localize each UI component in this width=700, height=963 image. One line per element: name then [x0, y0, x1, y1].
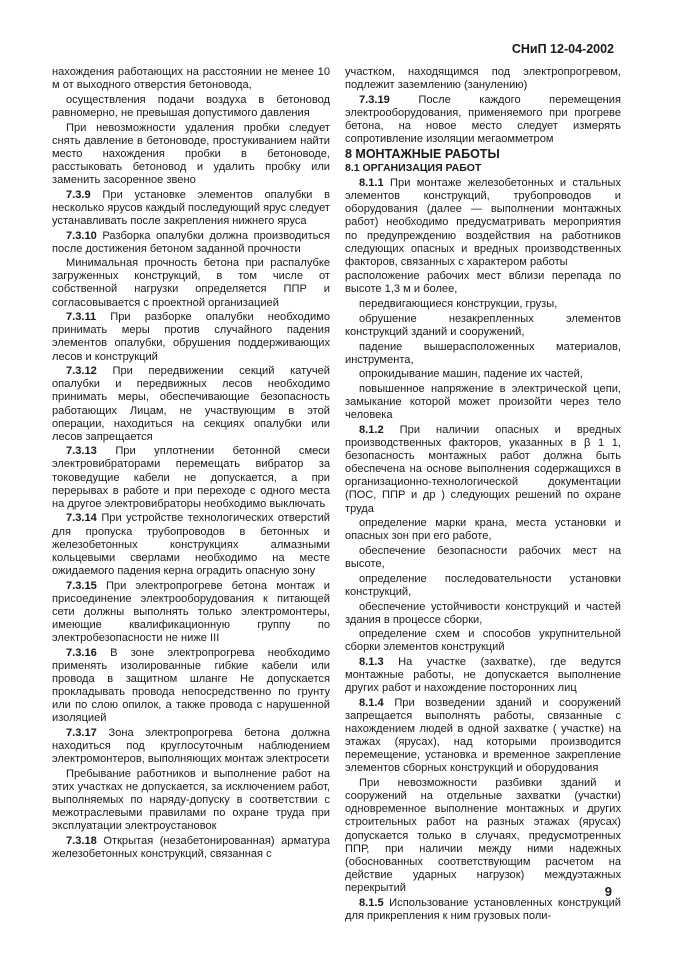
- paragraph-text: При наличии опасных и вредных производственных факторов, указанных в β 1 1, безопасность монтажных работ должна быть обеспечена на основе выполнения содержащихся в организационно-технологической документации (ПОС, ППР и др ) следующих решений по охране труда: [345, 423, 621, 515]
- paragraph-text: определение схем и способов укрупнительной сборки элементов конструкций: [345, 628, 621, 654]
- paragraph: [52, 512, 330, 577]
- paragraph: [345, 424, 621, 516]
- paragraph-text: Использование установленных конструкций для прикрепления к ним грузовых поли-: [345, 896, 621, 922]
- clause-number: 8.1.2: [359, 423, 384, 436]
- left-text-column: [52, 66, 330, 862]
- paragraph: [52, 311, 330, 363]
- paragraph-text: обеспечение безопасности рабочих мест на высоте,: [345, 545, 621, 571]
- paragraph-text: При устройстве технологических отверстий для пропуска трубопроводов в бетонных и железобетонных конструкциях алмазными кольцевыми сверлами необходимо на месте ожидаемого падения керна оградить опасную зону: [52, 512, 330, 577]
- paragraph: [52, 445, 330, 510]
- paragraph: [52, 189, 330, 228]
- paragraph-text: участком, находящимся под электропрогревом, подлежит заземлению (занулению): [345, 66, 621, 92]
- paragraph: [52, 768, 330, 833]
- paragraph: [345, 545, 621, 571]
- paragraph: [345, 601, 621, 627]
- paragraph: [52, 66, 330, 92]
- paragraph: [52, 122, 330, 187]
- document-code-header: СНиП 12-04-2002: [511, 42, 614, 56]
- paragraph: [52, 727, 330, 766]
- paragraph-text: После каждого перемещения электрооборудования, применяемого при прогреве бетона, на новое место следует измерять сопротивление изоляции мегаомметром: [345, 93, 621, 146]
- paragraph-text: определение марки крана, места установки и опасных зон при его работе,: [345, 517, 621, 543]
- paragraph-text: Открытая (незабетонированная) арматура железобетонных конструкций, связанная с: [52, 834, 330, 860]
- paragraph: [345, 777, 621, 895]
- section-title: 8 МОНТАЖНЫЕ РАБОТЫ: [345, 146, 500, 161]
- clause-number: 7.3.17: [66, 726, 97, 739]
- clause-number: 7.3.12: [66, 365, 97, 378]
- paragraph-text: передвигающиеся конструкции, грузы,: [359, 298, 558, 311]
- paragraph: [345, 66, 621, 92]
- paragraph: [52, 257, 330, 309]
- clause-number: 8.1.4: [359, 697, 384, 709]
- page-number: 9: [604, 884, 612, 899]
- clause-number: 7.3.14: [66, 512, 97, 525]
- paragraph-text: обрушение незакрепленных элементов конструкций зданий и сооружений,: [345, 312, 621, 338]
- paragraph-text: На участке (захватке), где ведутся монтажные работы, не допускается выполнение других работ и нахождение посторонних лиц: [345, 656, 621, 695]
- paragraph-text: опрокидывание машин, падение их частей,: [359, 368, 583, 381]
- paragraph-text: При монтаже железобетонных и стальных элементов конструкций, трубопроводов и оборудования (далее — выполнении монтажных работ) необходимо предусматривать мероприятия по предупреждению воздействия на работников следующих опасных и вредных производственных факторов, связанных с характером работы: [345, 177, 621, 268]
- paragraph-text: При установке элементов опалубки в несколько ярусов каждый последующий ярус следует устанавливать после закрепления нижнего яруса: [52, 188, 330, 227]
- paragraph: [345, 628, 621, 654]
- paragraph: [52, 580, 330, 645]
- paragraph: [345, 656, 621, 695]
- clause-number: 7.3.19: [359, 93, 390, 106]
- paragraph-text: падение вышерасположенных материалов, инструмента,: [345, 340, 621, 366]
- clause-number: 7.3.15: [66, 579, 97, 592]
- subsection-title: 8.1 ОРГАНИЗАЦИЯ РАБОТ: [345, 162, 482, 175]
- paragraph-text: При невозможности разбивки зданий и сооружений на отдельные захватки (участки) одновременное выполнение монтажных и других строительных работ на разных этажах (ярусах) допускается только в случаях, предусмотренных ППР, при наличии между ними надежных (обоснованных соответствующим расчетом на действие ударных нагрузок) междуэтажных перекрытий: [345, 777, 621, 894]
- paragraph: [52, 94, 330, 120]
- paragraph-text: Минимальная прочность бетона при распалубке загруженных конструкций, в том числе от собственной нагрузки определяется ППР и согласовывается с проектной организацией: [52, 257, 330, 309]
- clause-number: 7.3.18: [66, 834, 97, 847]
- paragraph: [345, 94, 621, 146]
- paragraph: [345, 298, 621, 311]
- paragraph: [345, 270, 621, 296]
- paragraph-text: При электропрогреве бетона монтаж и присоединение электрооборудования к питающей сети должны выполнять только электромонтеры, имеющие квалификационную группу по электробезопасности не ниже III: [52, 579, 330, 644]
- clause-number: 7.3.16: [66, 646, 97, 659]
- clause-number: 8.1.1: [359, 177, 384, 190]
- paragraph-text: нахождения работающих на расстоянии не менее 10 м от выходного отверстия бетоновода,: [52, 66, 330, 92]
- paragraph-text: При возведении зданий и сооружений запрещается выполнять работы, связанные с нахождением людей в одной захватке ( участке) на этажах (ярусах), над которыми производится перемещение, установка и временное закрепление элементов сборных конструкций и оборудования: [345, 697, 621, 775]
- clause-number: 7.3.10: [66, 229, 97, 242]
- clause-number: 8.1.3: [359, 656, 384, 669]
- clause-number: 7.3.11: [66, 311, 97, 324]
- paragraph: [52, 835, 330, 861]
- paragraph-text: Зона электропрогрева бетона должна находиться под круглосуточным наблюдением электромонтеров, выполняющих монтаж электросети: [52, 726, 330, 765]
- paragraph-text: повышенное напряжение в электрической цепи, замыкание которой может произойти через тело человека: [345, 383, 621, 422]
- paragraph: [345, 573, 621, 599]
- paragraph: [345, 383, 621, 422]
- clause-number: 8.1.5: [359, 896, 384, 909]
- paragraph-text: расположение рабочих мест вблизи перепада по высоте 1,3 м и более,: [345, 270, 621, 296]
- paragraph-text: Разборка опалубки должна производиться после достижения бетоном заданной прочности: [52, 229, 330, 255]
- paragraph: [345, 177, 621, 269]
- paragraph-text: осуществления подачи воздуха в бетоновод равномерно, не превышая допустимого давления: [52, 93, 330, 119]
- paragraph-text: В зоне электропрогрева необходимо применять изолированные гибкие кабели или провода в защитном шланге Не допускается прокладывать провода непосредственно по грунту или по слою опилок, а также провода с нарушенной изоляцией: [52, 646, 330, 725]
- paragraph-text: обеспечение устойчивости конструкций и частей здания в процессе сборки,: [345, 600, 621, 626]
- paragraph-text: При невозможности удаления пробки следует снять давление в бетоноводе, простукиванием найти место нахождения пробки в бетоноводе, расстыковать бетоновод и удалить пробку или заменить засоренное звено: [52, 121, 330, 186]
- paragraph: [52, 647, 330, 726]
- paragraph: [52, 365, 330, 444]
- paragraph: [345, 341, 621, 367]
- paragraph: [345, 313, 621, 339]
- paragraph-text: При передвижении секций катучей опалубки и передвижных лесов необходимо принимать меры, обеспечивающие безопасность работающих Лицам, не участвующим в этой операции, находиться на секциях опалубки или лесов запрещается: [52, 365, 330, 443]
- paragraph-text: Пребывание работников и выполнение работ на этих участках не допускается, за исключением работ, выполняемых по наряду-допуску в соответствии с межотраслевыми правилами по охране труда при эксплуатации электроустановок: [52, 767, 330, 832]
- right-text-column: [345, 66, 621, 924]
- paragraph: [345, 697, 621, 776]
- paragraph: [52, 230, 330, 256]
- paragraph: [345, 897, 621, 923]
- paragraph: [345, 517, 621, 543]
- paragraph-text: определение последовательности установки конструкций,: [345, 572, 621, 598]
- paragraph: [345, 368, 621, 381]
- clause-number: 7.3.13: [66, 445, 97, 458]
- paragraph-text: При уплотнении бетонной смеси электровибраторами перемещать вибратор за токоведущие кабели не допускается, а при перерывах в работе и при переходе с одного места на другое электровибраторы необходимо выключать: [52, 445, 330, 510]
- paragraph-text: При разборке опалубки необходимо принимать меры против случайного падения элементов опалубки, обрушения поддерживающих лесов и конструкций: [52, 311, 330, 363]
- clause-number: 7.3.9: [66, 188, 91, 201]
